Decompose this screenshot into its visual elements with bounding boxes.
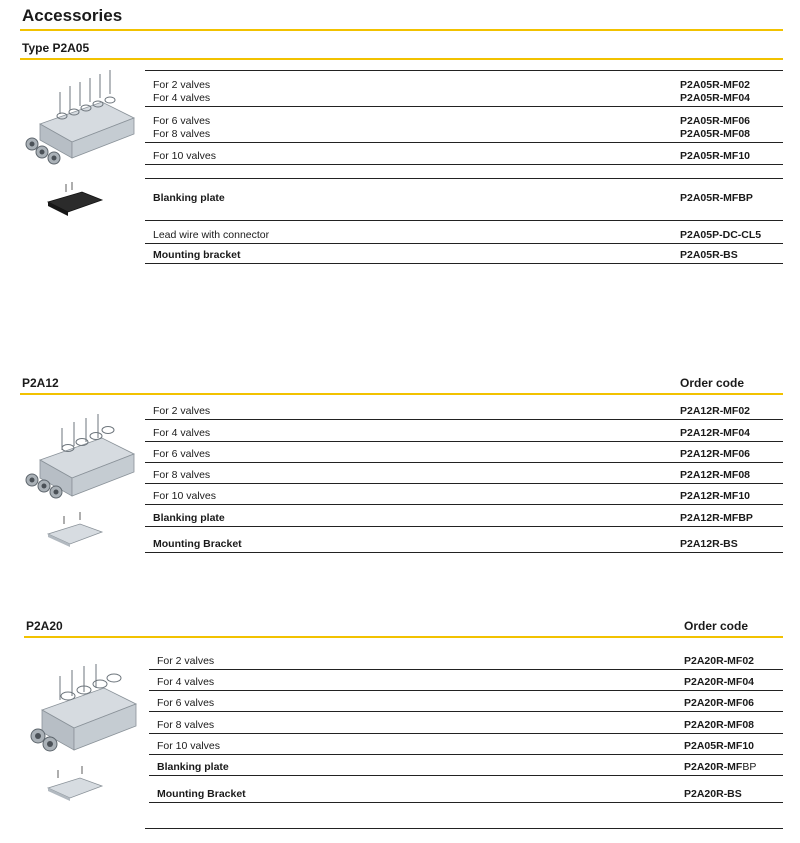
- table-rule: [149, 802, 783, 803]
- table-rule: [145, 178, 783, 179]
- row-code: P2A12R-BS: [680, 538, 738, 550]
- row-label: For 10 valves: [153, 490, 217, 502]
- table-rule: [145, 243, 783, 244]
- manifold-p2a20-image: [24, 660, 142, 764]
- row-code: P2A05R-MF06: [680, 115, 751, 127]
- row-code: P2A12R-MF10: [680, 490, 751, 502]
- row-label: For 4 valves: [157, 676, 215, 688]
- row-label: For 6 valves: [153, 448, 211, 460]
- table-rule: [149, 733, 783, 734]
- order-code-header-p2a20: Order code: [684, 619, 749, 633]
- manifold-p2a12-image: [22, 408, 140, 508]
- table-rule: [145, 828, 783, 829]
- row-label: For 2 valves: [153, 405, 211, 417]
- row-code: [684, 761, 756, 773]
- table-rule: [145, 106, 783, 107]
- order-code-header-p2a12: Order code: [680, 376, 745, 390]
- title-rule: [20, 29, 783, 31]
- row-code: P2A12R-MF06: [680, 448, 751, 460]
- row-code: P2A05R-MF04: [680, 92, 751, 104]
- table-rule: [149, 669, 783, 670]
- row-label: For 8 valves: [153, 128, 211, 140]
- table-rule: [145, 552, 783, 553]
- table-rule: [145, 526, 783, 527]
- row-label: For 8 valves: [157, 719, 215, 731]
- section-title-p2a05: Type P2A05: [22, 41, 90, 55]
- row-code: P2A05R-MFBP: [680, 192, 753, 204]
- row-label: Blanking plate: [157, 761, 229, 773]
- row-label: For 6 valves: [157, 697, 215, 709]
- row-code: P2A12R-MF04: [680, 427, 751, 439]
- row-label: Mounting Bracket: [153, 538, 242, 550]
- row-label: For 10 valves: [153, 150, 217, 162]
- row-label: For 4 valves: [153, 92, 211, 104]
- table-rule: [145, 462, 783, 463]
- table-rule: [145, 263, 783, 264]
- row-code: P2A05R-MF10: [684, 740, 755, 752]
- row-code: P2A20R-MF08: [684, 719, 755, 731]
- row-label: For 2 valves: [157, 655, 215, 667]
- row-code-suffix: BP: [742, 761, 757, 773]
- row-code: P2A20R-MF06: [684, 697, 755, 709]
- table-rule: [149, 754, 783, 755]
- blanking-plate-p2a12-image: [44, 512, 106, 548]
- row-code: P2A05P-DC-CL5: [680, 229, 762, 241]
- page-title: Accessories: [22, 6, 123, 25]
- table-rule: [145, 504, 783, 505]
- row-label: Lead wire with connector: [153, 229, 270, 241]
- manifold-p2a05-image: [22, 66, 140, 176]
- row-label: For 8 valves: [153, 469, 211, 481]
- row-label: Mounting Bracket: [157, 788, 246, 800]
- blanking-plate-p2a20-image: [44, 766, 106, 802]
- table-rule: [149, 711, 783, 712]
- row-label: For 10 valves: [157, 740, 221, 752]
- row-code: P2A05R-MF02: [680, 79, 751, 91]
- row-code-prefix: P2A20R-MF: [684, 761, 743, 773]
- section-rule-p2a20: [24, 636, 783, 638]
- row-code: P2A12R-MFBP: [680, 512, 753, 524]
- row-code: P2A12R-MF02: [680, 405, 751, 417]
- table-rule: [149, 690, 783, 691]
- row-label: Mounting bracket: [153, 249, 241, 261]
- row-label: Blanking plate: [153, 512, 225, 524]
- section-title-p2a12: P2A12: [22, 376, 59, 390]
- row-code: P2A05R-BS: [680, 249, 738, 261]
- table-rule: [145, 483, 783, 484]
- section-rule-p2a12: [20, 393, 783, 395]
- table-rule: [145, 70, 783, 71]
- blanking-plate-p2a05-image: [44, 182, 106, 216]
- section-title-p2a20: P2A20: [26, 619, 63, 633]
- row-label: For 4 valves: [153, 427, 211, 439]
- row-label: Blanking plate: [153, 192, 225, 204]
- table-rule: [149, 775, 783, 776]
- row-label: For 6 valves: [153, 115, 211, 127]
- row-code: P2A20R-BS: [684, 788, 742, 800]
- row-code: P2A05R-MF08: [680, 128, 751, 140]
- table-rule: [145, 164, 783, 165]
- table-rule: [145, 220, 783, 221]
- row-label: For 2 valves: [153, 79, 211, 91]
- table-rule: [145, 441, 783, 442]
- section-rule-p2a05: [20, 58, 783, 60]
- row-code: P2A12R-MF08: [680, 469, 751, 481]
- table-rule: [145, 419, 783, 420]
- row-code: P2A20R-MF02: [684, 655, 755, 667]
- table-rule: [145, 142, 783, 143]
- row-code: P2A05R-MF10: [680, 150, 751, 162]
- row-code: P2A20R-MF04: [684, 676, 755, 688]
